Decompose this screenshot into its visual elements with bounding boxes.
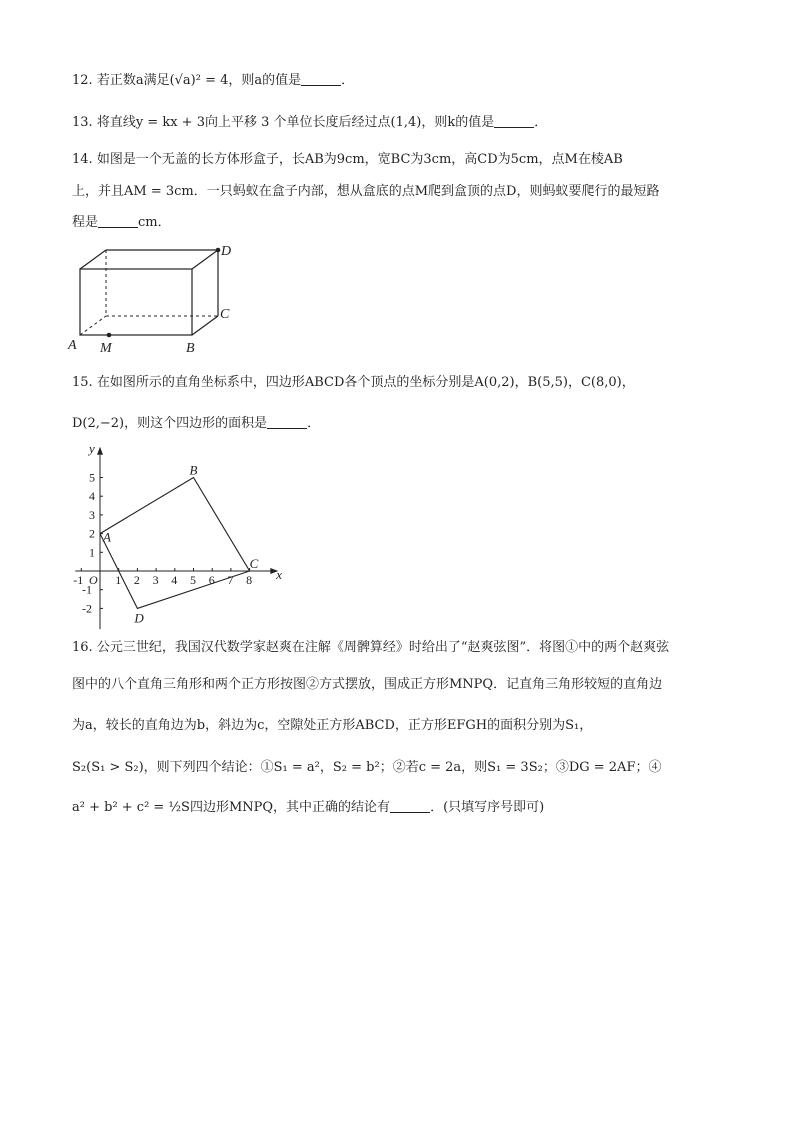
question-16-line5: a² + b² + c² = ½S四边形MNPQ，其中正确的结论有 ．(只填写序号即可) [72, 800, 545, 815]
x-tick-label: 3 [152, 573, 159, 587]
question-text: 将直线y = kx + 3向上平移 3 个单位长度后经过点(1,4)，则k的值是 [96, 115, 495, 130]
x-tick-label: 6 [208, 573, 215, 587]
point-label-a: A [103, 529, 111, 545]
x-tick-label: 7 [227, 573, 234, 587]
answer-blank[interactable] [390, 798, 430, 813]
y-axis-label: y [89, 445, 95, 456]
question-text: 若正数a满足(√a)² = 4，则a的值是 [96, 73, 302, 88]
question-number: 13. [72, 115, 93, 130]
y-axis-arrow [97, 447, 103, 455]
question-14-line2: 上，并且AM = 3cm．一只蚂蚁在盒子内部，想从盒底的点M爬到盒顶的点D，则蚂蚁要爬行的最短路 [72, 184, 660, 199]
label-b: B [186, 341, 195, 356]
question-16 [72, 637, 734, 659]
y-tick-label: -2 [82, 601, 92, 616]
question-number: 16. [72, 640, 93, 655]
question-text-line1: 在如图所示的直角坐标系中，四边形ABCD各个顶点的坐标分别是A(0,2)，B(5,5)，C(8,0)， [96, 375, 635, 390]
y-tick-label: 1 [89, 545, 95, 560]
x-tick-label: -1 [73, 573, 84, 587]
answer-blank[interactable] [494, 113, 534, 128]
y-tick-label: 4 [89, 489, 95, 504]
answer-blank[interactable] [98, 213, 138, 228]
label-d: D [221, 244, 232, 259]
point-label-b: B [189, 462, 198, 478]
question-16-line3: 为a，较长的直角边为b，斜边为c，空隙处正方形ABCD，正方形EFGH的面积分别为S₁， [72, 718, 593, 733]
question-15-line2: D(2,−2)，则这个四边形的面积是 ． [72, 416, 321, 431]
x-tick-label: 4 [171, 573, 178, 587]
x-axis-label: x [276, 567, 283, 582]
question-16-line4: S₂(S₁ > S₂)，则下列四个结论：①S₁ = a²，S₂ = b²；②若c = 2a，则S₁ = 3S₂；③DG = 2AF；④ [72, 760, 662, 775]
quadrilateral-abcd [100, 478, 253, 609]
label-c: C [220, 307, 230, 322]
x-tick-label: 2 [133, 573, 140, 587]
label-a: A [68, 338, 77, 353]
point-d [216, 248, 221, 253]
y-tick-label: 5 [89, 470, 95, 485]
question-14 [72, 149, 734, 171]
question-14-line3: 程是 cm． [72, 215, 171, 230]
question-text-line1: 公元三世纪，我国汉代数学家赵爽在注解《周髀算经》时给出了“赵爽弦图”．将图①中的两个赵爽弦 [96, 640, 670, 655]
question-13: 13. 将直线y = kx + 3向上平移 3 个单位长度后经过点(1,4)，则k的值是 ． [72, 115, 548, 130]
point-m [107, 333, 112, 338]
x-tick-label: 8 [246, 573, 253, 587]
question-number: 14. [72, 152, 93, 167]
y-tick-label: 2 [89, 526, 95, 541]
question-number: 15. [72, 375, 93, 390]
y-tick-label: 3 [89, 507, 95, 522]
question-16-line2: 图中的八个直角三角形和两个正方形按图②方式摆放，围成正方形MNPQ．记直角三角形较短的直角边 [72, 677, 663, 692]
y-tick-label: -1 [82, 582, 92, 597]
point-label-d: D [134, 610, 144, 626]
coordinate-chart [60, 445, 290, 630]
point-label-c: C [249, 556, 259, 571]
box-figure [66, 240, 246, 358]
answer-blank[interactable] [301, 71, 341, 86]
x-tick-label: 5 [190, 573, 196, 587]
origin-label: O [89, 573, 98, 587]
x-tick-label: 1 [115, 573, 122, 587]
question-15 [72, 372, 734, 394]
question-12: 12. 若正数a满足(√a)² = 4，则a的值是 ． [72, 73, 355, 88]
label-m: M [100, 341, 112, 356]
question-number: 12. [72, 73, 93, 88]
question-text-line1: 如图是一个无盖的长方体形盒子，长AB为9cm，宽BC为3cm，高CD为5cm，点M在棱AB [96, 152, 623, 167]
answer-blank[interactable] [267, 414, 307, 429]
